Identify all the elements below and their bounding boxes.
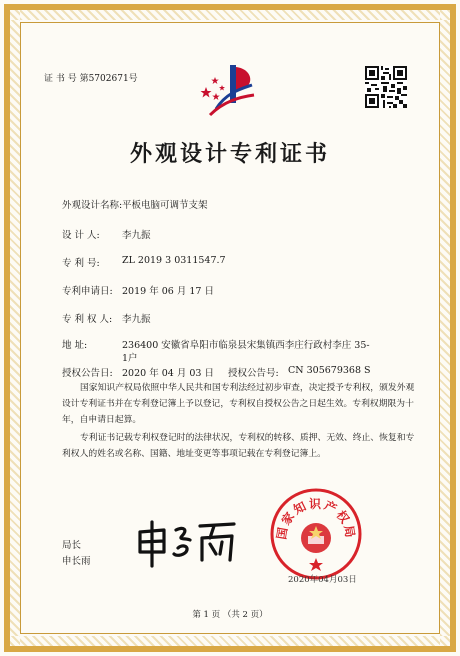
patentee-value: 李九振	[122, 314, 151, 325]
paragraph-legal-line: 专利证书记载专利权登记时的法律状况，专利权的转移、质押、无效、终止、恢复和专	[80, 433, 415, 443]
grant-number-value: CN 305679368 S	[288, 365, 371, 376]
design-name-value: 平板电脑可调节支架	[122, 200, 208, 211]
signature-text: 申长雨	[130, 508, 133, 509]
certificate-title: 外观设计专利证书	[129, 141, 330, 167]
design-name-label: 外观设计名称:	[62, 200, 123, 211]
seal-date: 2020年04月03日	[288, 575, 357, 585]
grant-number-label: 授权公告号:	[228, 368, 279, 379]
paragraph-grant	[62, 380, 414, 428]
director-title: 局长	[62, 540, 82, 551]
page-footer: 第 1 页 （共 2 页）	[192, 610, 268, 620]
paragraph-grant-line: 国家知识产权局依照中华人民共和国专利法经过初步审查，决定授予专利权，颁发外观	[80, 383, 415, 393]
patentee-label: 专 利 权 人:	[62, 314, 113, 325]
paragraph-grant-line: 年，自申请日起算。	[62, 415, 142, 425]
cnipa-logo-icon	[196, 63, 262, 119]
grant-date-label: 授权公告日:	[62, 368, 113, 379]
address-line-2: 1户	[122, 353, 138, 364]
address-line-1: 236400 安徽省阜阳市临泉县宋集镇西李庄行政村李庄 35-	[122, 340, 370, 351]
patent-number-label: 专 利 号:	[62, 258, 100, 269]
director-signature	[130, 508, 242, 572]
official-seal	[266, 486, 366, 586]
designer-value: 李九振	[122, 230, 151, 241]
address-label: 地 址:	[62, 340, 88, 351]
paragraph-legal-status	[62, 430, 414, 462]
paragraph-grant-line: 设计专利证书并在专利登记簿上予以登记，专利权自授权公告之日起生效。专利权期限为十	[62, 399, 414, 409]
filing-date-label: 专利申请日:	[62, 286, 113, 297]
national-emblem-icon	[301, 523, 331, 553]
certificate-number: 证 书 号 第5702671号	[44, 74, 138, 84]
patent-number-value: ZL 2019 3 0311547.7	[122, 255, 226, 266]
qr-code-icon	[365, 66, 407, 108]
paragraph-legal-line: 利权人的姓名或名称、国籍、地址变更等事项记载在专利登记簿上。	[62, 449, 326, 459]
director-name: 申长雨	[62, 556, 91, 567]
designer-label: 设 计 人:	[62, 230, 100, 241]
seal-text: 国家知识产权局	[274, 497, 358, 541]
grant-date-value: 2020 年 04 月 03 日	[122, 368, 214, 379]
filing-date-value: 2019 年 06 月 17 日	[122, 286, 214, 297]
